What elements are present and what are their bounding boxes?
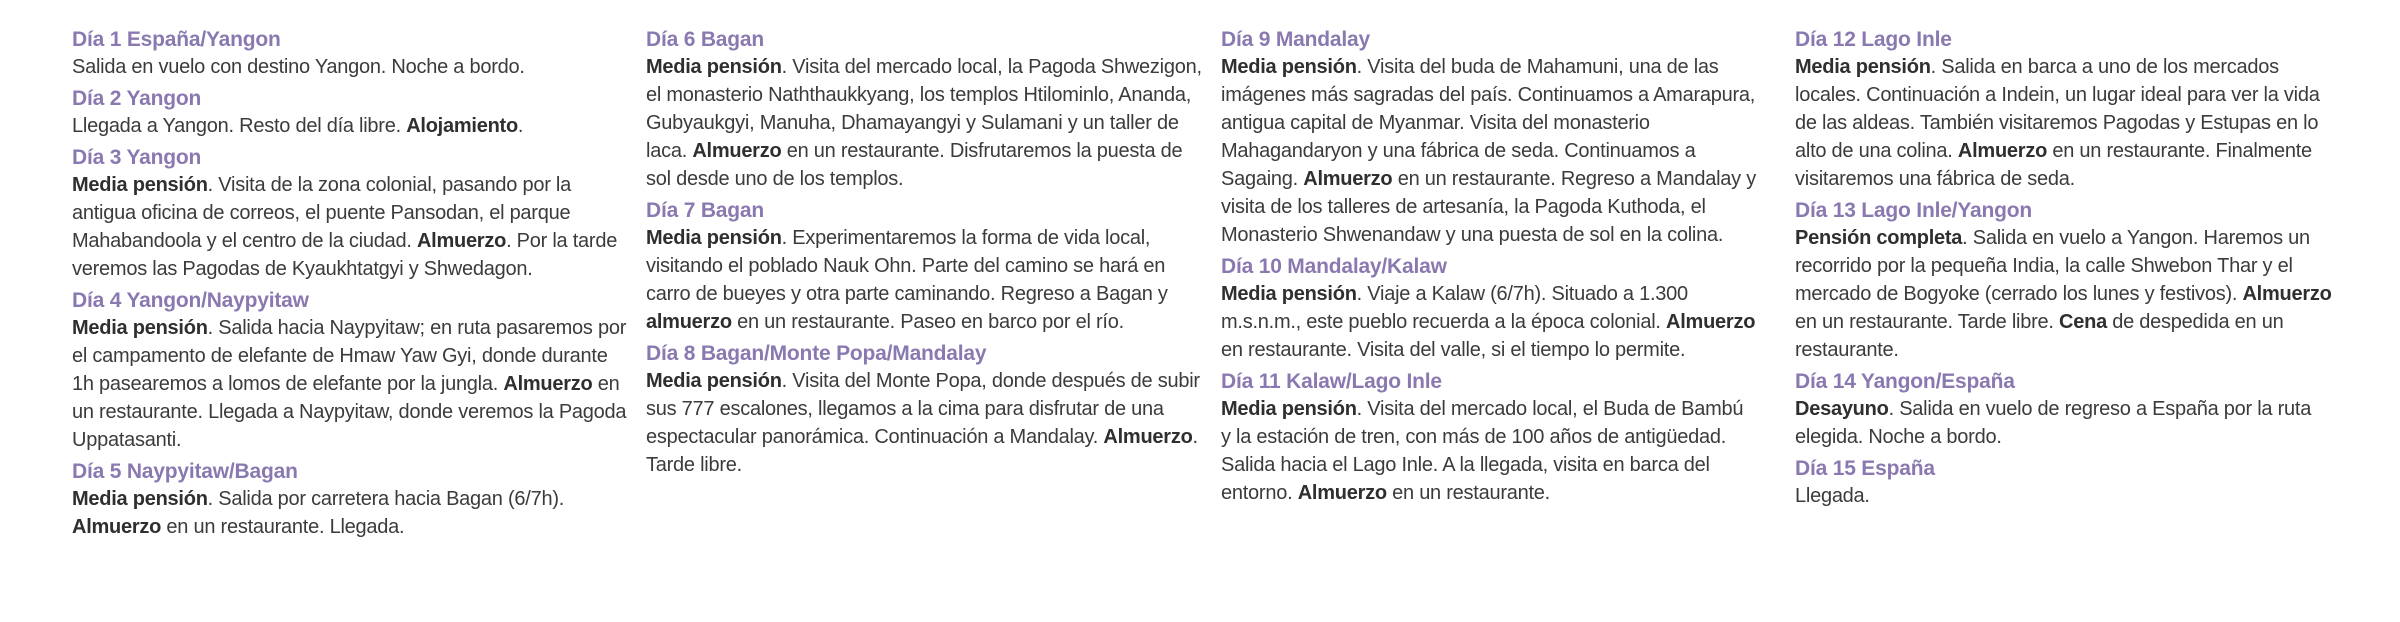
day-entry [1795, 368, 2340, 451]
description-text: en un restaurante. Regreso a Mandalay y visita de los talleres de artesanía, la Pagoda Kuthoda, el Monasterio Shwenandaw y una puesta de sol en la colina. [1221, 168, 1756, 246]
day-title: Día 1 España/Yangon [72, 28, 281, 51]
description-text: . Visita del mercado local, la Pagoda Shwezigon, el monasterio Naththaukkyang, los templos Htilominlo, Ananda, Gubyaukgyi, Manuha, Dhamayangyi y Sulamani y un taller de laca. [646, 56, 1202, 162]
highlight-text: Pensión completa [1795, 227, 1963, 249]
highlight-text: Almuerzo [1297, 482, 1387, 504]
day-title: Día 8 Bagan/Monte Popa/Mandalay [646, 342, 987, 365]
description-text: en restaurante. Visita del valle, si el tiempo lo permite. [1221, 339, 1686, 361]
highlight-text: Media pensión [1221, 283, 1357, 305]
day-description [1221, 280, 1756, 364]
day-entry [72, 144, 632, 283]
day-entry [1221, 26, 1756, 249]
day-entry [646, 340, 1206, 479]
day-description [646, 224, 1206, 336]
highlight-text: Almuerzo [692, 140, 782, 162]
day-entry [1221, 368, 1756, 507]
description-text: Salida en vuelo con destino Yangon. Noche a bordo. [72, 56, 525, 78]
description-text: en un restaurante. Tarde libre. [1795, 311, 2060, 333]
day-entry [72, 458, 632, 541]
description-text: en un restaurante. Finalmente visitaremos una fábrica de seda. [1795, 140, 2312, 190]
day-entry [1795, 455, 2340, 510]
highlight-text: Media pensión [646, 370, 782, 392]
highlight-text: Alojamiento [406, 115, 518, 137]
highlight-text: Almuerzo [2242, 283, 2332, 305]
description-text: . Viaje a Kalaw (6/7h). Situado a 1.300 m.s.n.m., este pueblo recuerda a la época colonial. [1221, 283, 1688, 333]
description-text: en un restaurante. [1386, 482, 1550, 504]
itinerary-column-2 [646, 26, 1206, 483]
description-text: . Visita del buda de Mahamuni, una de las imágenes más sagradas del país. Continuamos a Amarapura, antigua capital de Myanmar. Visita del monasterio Mahagandaryon y una fábrica de seda. Continuamos a Sagaing. [1221, 56, 1756, 190]
description-text: de despedida en un restaurante. [1795, 311, 2284, 361]
highlight-text: Media pensión [72, 488, 208, 510]
day-description [72, 53, 632, 81]
description-text: . Salida hacia Naypyitaw; en ruta pasaremos por el campamento de elefante de Hmaw Yaw Gyi, donde durante 1h pasearemos a lomos de elefante por la jungla. [72, 317, 627, 395]
day-entry [646, 26, 1206, 193]
day-entry [72, 85, 632, 140]
description-text: . Visita del Monte Popa, donde después de subir sus 777 escalones, llegamos a la cima para disfrutar de una espectacular panorámica. Continuación a Mandalay. [646, 370, 1200, 448]
description-text: . Visita de la zona colonial, pasando por la antigua oficina de correos, el puente Pansodan, el parque Mahabandoola y el centro de la ciudad. [72, 174, 571, 252]
day-entry [72, 287, 632, 454]
day-description [72, 314, 632, 454]
description-text: . Salida en barca a uno de los mercados locales. Continuación a Indein, un lugar ideal para ver la vida de las aldeas. También visitaremos Pagodas y Estupas en lo alto de una colina. [1795, 56, 2320, 162]
day-title: Día 15 España [1795, 457, 1935, 480]
highlight-text: Media pensión [72, 174, 208, 196]
description-text: Llegada. [1795, 485, 1870, 507]
description-text: . Tarde libre. [646, 426, 1198, 476]
day-entry [1795, 197, 2340, 364]
highlight-text: Media pensión [1221, 398, 1357, 420]
day-title: Día 2 Yangon [72, 87, 202, 110]
day-title: Día 9 Mandalay [1221, 28, 1370, 51]
day-entry [646, 197, 1206, 336]
highlight-text: Cena [2059, 311, 2107, 333]
day-description [72, 485, 632, 541]
highlight-text: almuerzo [646, 311, 732, 333]
description-text: en un restaurante. Llegada a Naypyitaw, donde veremos la Pagoda Uppatasanti. [72, 373, 627, 451]
day-title: Día 13 Lago Inle/Yangon [1795, 199, 2032, 222]
highlight-text: Almuerzo [503, 373, 593, 395]
day-entry [1795, 26, 2340, 193]
description-text: en un restaurante. Disfrutaremos la puesta de sol desde uno de los templos. [646, 140, 1183, 190]
day-entry [72, 26, 632, 81]
description-text: . Salida por carretera hacia Bagan (6/7h). [207, 488, 565, 510]
day-title: Día 11 Kalaw/Lago Inle [1221, 370, 1442, 393]
day-description [1795, 53, 2340, 193]
day-title: Día 10 Mandalay/Kalaw [1221, 255, 1447, 278]
day-title: Día 6 Bagan [646, 28, 765, 51]
day-description [1221, 395, 1756, 507]
day-description [1795, 482, 2340, 510]
day-description [1795, 395, 2340, 451]
description-text: . Salida en vuelo de regreso a España por la ruta elegida. Noche a bordo. [1795, 398, 2312, 448]
day-description [72, 112, 632, 140]
day-description [1795, 224, 2340, 364]
highlight-text: Almuerzo [1103, 426, 1193, 448]
highlight-text: Media pensión [646, 56, 782, 78]
highlight-text: Media pensión [646, 227, 782, 249]
highlight-text: Almuerzo [416, 230, 507, 252]
description-text: en un restaurante. Paseo en barco por el río. [731, 311, 1124, 333]
day-title: Día 3 Yangon [72, 146, 202, 169]
description-text: . Por la tarde veremos las Pagodas de Kyaukhtatgyi y Shwedagon. [72, 230, 618, 280]
highlight-text: Almuerzo [1666, 311, 1756, 333]
itinerary-column-4 [1795, 26, 2340, 514]
day-title: Día 5 Naypyitaw/Bagan [72, 460, 298, 483]
description-text: en un restaurante. Llegada. [161, 516, 405, 538]
highlight-text: Desayuno [1795, 398, 1889, 420]
day-description [646, 367, 1206, 479]
day-entry [1221, 253, 1756, 364]
day-description [1221, 53, 1756, 249]
itinerary-column-1 [72, 26, 632, 545]
day-description [646, 53, 1206, 193]
day-title: Día 4 Yangon/Naypyitaw [72, 289, 309, 312]
highlight-text: Media pensión [72, 317, 208, 339]
description-text: . Salida en vuelo a Yangon. Haremos un recorrido por la pequeña India, la calle Shwebon Thar y el mercado de Bogyoke (cerrado los lunes y festivos). [1795, 227, 2310, 305]
description-text: . Experimentaremos la forma de vida local, visitando el poblado Nauk Ohn. Parte del camino se hará en carro de bueyes y otra parte caminando. Regreso a Bagan y [646, 227, 1168, 305]
highlight-text: Almuerzo [1957, 140, 2048, 162]
day-title: Día 7 Bagan [646, 199, 765, 222]
highlight-text: Media pensión [1221, 56, 1357, 78]
description-text: . [517, 115, 524, 137]
itinerary-column-3 [1221, 26, 1756, 511]
description-text: Llegada a Yangon. Resto del día libre. [72, 115, 407, 137]
highlight-text: Almuerzo [1303, 168, 1393, 190]
description-text: . Visita del mercado local, el Buda de Bambú y la estación de tren, con más de 100 años de antigüedad. Salida hacia el Lago Inle. A la llegada, visita en barca del entorno. [1221, 398, 1744, 504]
day-title: Día 14 Yangon/España [1795, 370, 2015, 393]
day-title: Día 12 Lago Inle [1795, 28, 1952, 51]
day-description [72, 171, 632, 283]
highlight-text: Media pensión [1795, 56, 1931, 78]
highlight-text: Almuerzo [72, 516, 162, 538]
